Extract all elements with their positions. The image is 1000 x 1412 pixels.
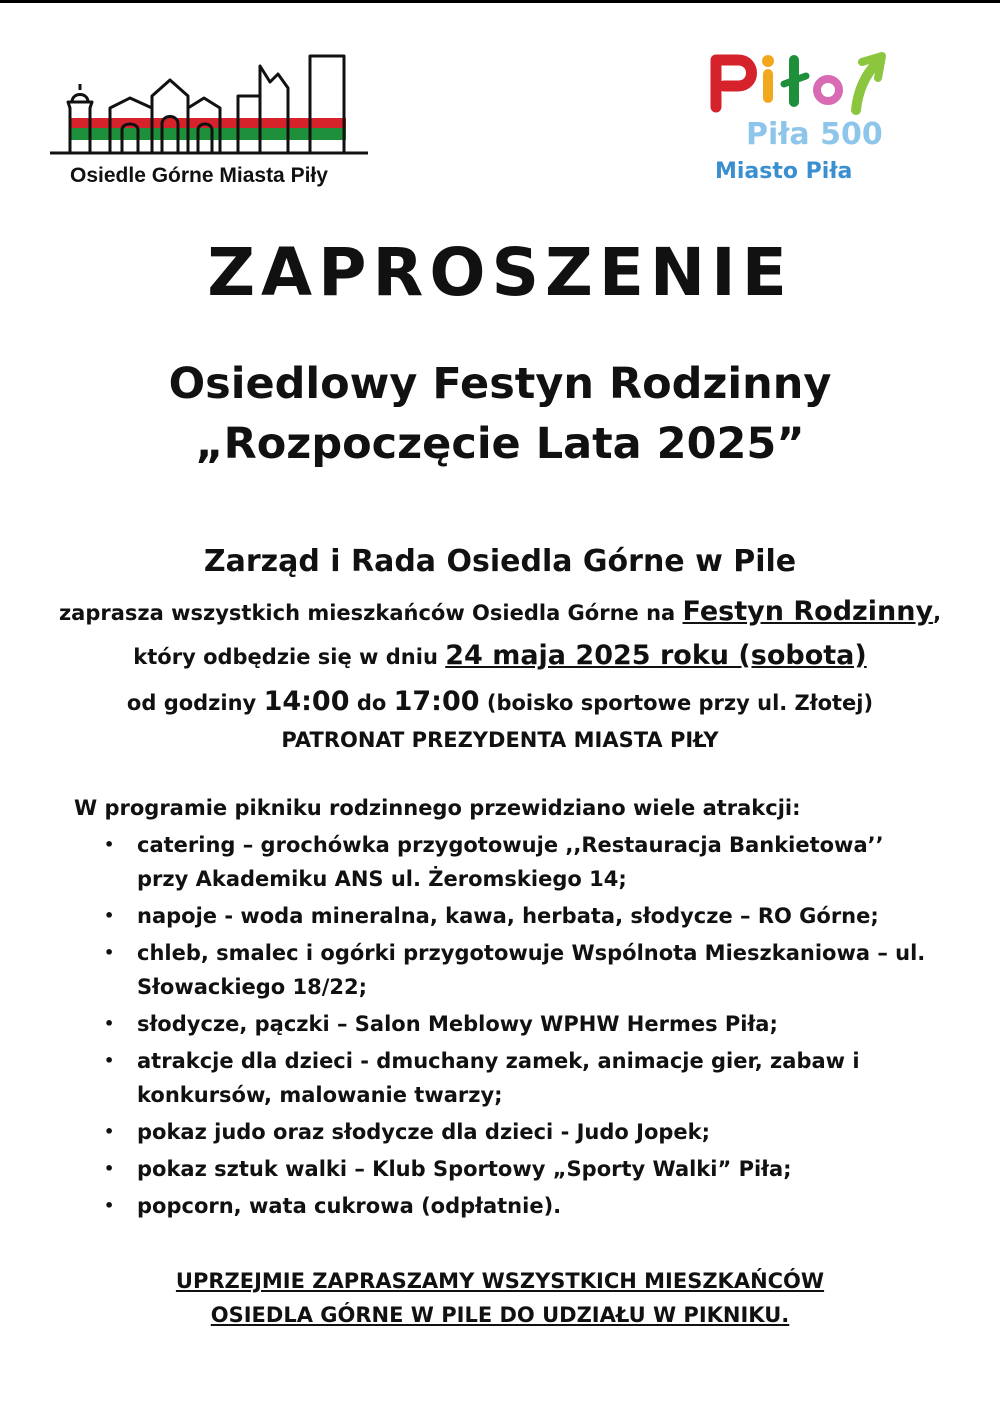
list-item: • atrakcje dla dzieci - dmuchany zamek, animacje gier, zabaw i konkursów, malowanie twarzy; xyxy=(104,1044,934,1112)
bullet-icon: • xyxy=(104,1196,115,1215)
time-prefix: od godziny xyxy=(126,691,264,715)
bullet-icon: • xyxy=(104,835,115,854)
bullet-icon: • xyxy=(104,906,115,925)
event-name xyxy=(0,354,1000,474)
invitation-line-1 xyxy=(0,596,1000,627)
time-separator: do xyxy=(349,691,394,715)
program-intro: W programie pikniku rodzinnego przewidziano wiele atrakcji: xyxy=(74,796,801,820)
miasto-pila-caption: Miasto Piła xyxy=(715,159,853,184)
closing-invitation xyxy=(0,1264,1000,1332)
list-item: • chleb, smalec i ogórki przygotowuje Wspólnota Mieszkaniowa – ul. Słowackiego 18/22; xyxy=(104,936,934,1004)
list-item: • catering – grochówka przygotowuje ,,Restauracja Bankietowa’’ przy Akademiku ANS ul. Żeromskiego 14; xyxy=(104,828,934,896)
bullet-icon: • xyxy=(104,1051,115,1070)
closing-line-1: UPRZEJMIE ZAPRASZAMY WSZYSTKICH MIESZKAŃCÓW xyxy=(175,1269,825,1293)
list-item: • pokaz sztuk walki – Klub Sportowy „Sporty Walki” Piła; xyxy=(104,1152,934,1186)
pila-500-icon xyxy=(706,52,896,157)
invitation-line-2 xyxy=(0,640,1000,671)
bullet-icon: • xyxy=(104,1014,115,1033)
osiedle-gorne-logo xyxy=(48,52,370,192)
invitation-line-3 xyxy=(0,686,1000,717)
bullet-icon: • xyxy=(104,943,115,962)
event-date: 24 maja 2025 roku (sobota) xyxy=(445,640,867,671)
event-name-line1: Osiedlowy Festyn Rodzinny xyxy=(168,359,832,409)
invitation-line-2-text: który odbędzie się w dniu xyxy=(133,645,446,669)
pila-500-mark: Piła 500 xyxy=(746,117,883,152)
invitation-line-1-text: zaprasza wszystkich mieszkańców Osiedla Górne na xyxy=(58,601,683,625)
list-item: • napoje - woda mineralna, kawa, herbata, słodycze – RO Górne; xyxy=(104,899,934,933)
event-location: (boisko sportowe przy ul. Złotej) xyxy=(479,691,874,715)
list-item: • pokaz judo oraz słodycze dla dzieci - Judo Jopek; xyxy=(104,1115,934,1149)
start-time: 14:00 xyxy=(263,686,350,717)
organizer-heading: Zarząd i Rada Osiedla Górne w Pile xyxy=(203,544,797,579)
osiedle-logo-caption: Osiedle Górne Miasta Piły xyxy=(70,164,328,187)
bullet-icon: • xyxy=(104,1159,115,1178)
patronage-line: PATRONAT PREZYDENTA MIASTA PIŁY xyxy=(281,728,719,752)
skyline-icon xyxy=(48,52,370,162)
list-item: • słodycze, pączki – Salon Meblowy WPHW Hermes Piła; xyxy=(104,1007,934,1041)
miasto-pila-logo xyxy=(706,52,896,192)
closing-line-2: OSIEDLA GÓRNE W PILE DO UDZIAŁU W PIKNIKU. xyxy=(210,1303,790,1327)
festyn-rodzinny-emphasis: Festyn Rodzinny xyxy=(682,596,934,627)
program-list xyxy=(104,828,934,1226)
invitation-title: ZAPROSZENIE xyxy=(207,234,793,311)
bullet-icon: • xyxy=(104,1122,115,1141)
list-item: • popcorn, wata cukrowa (odpłatnie). xyxy=(104,1189,934,1223)
invitation-line-1-end: , xyxy=(933,601,942,625)
event-name-line2: „Rozpoczęcie Lata 2025” xyxy=(195,419,805,469)
top-border-line xyxy=(0,0,1000,3)
end-time: 17:00 xyxy=(393,686,480,717)
